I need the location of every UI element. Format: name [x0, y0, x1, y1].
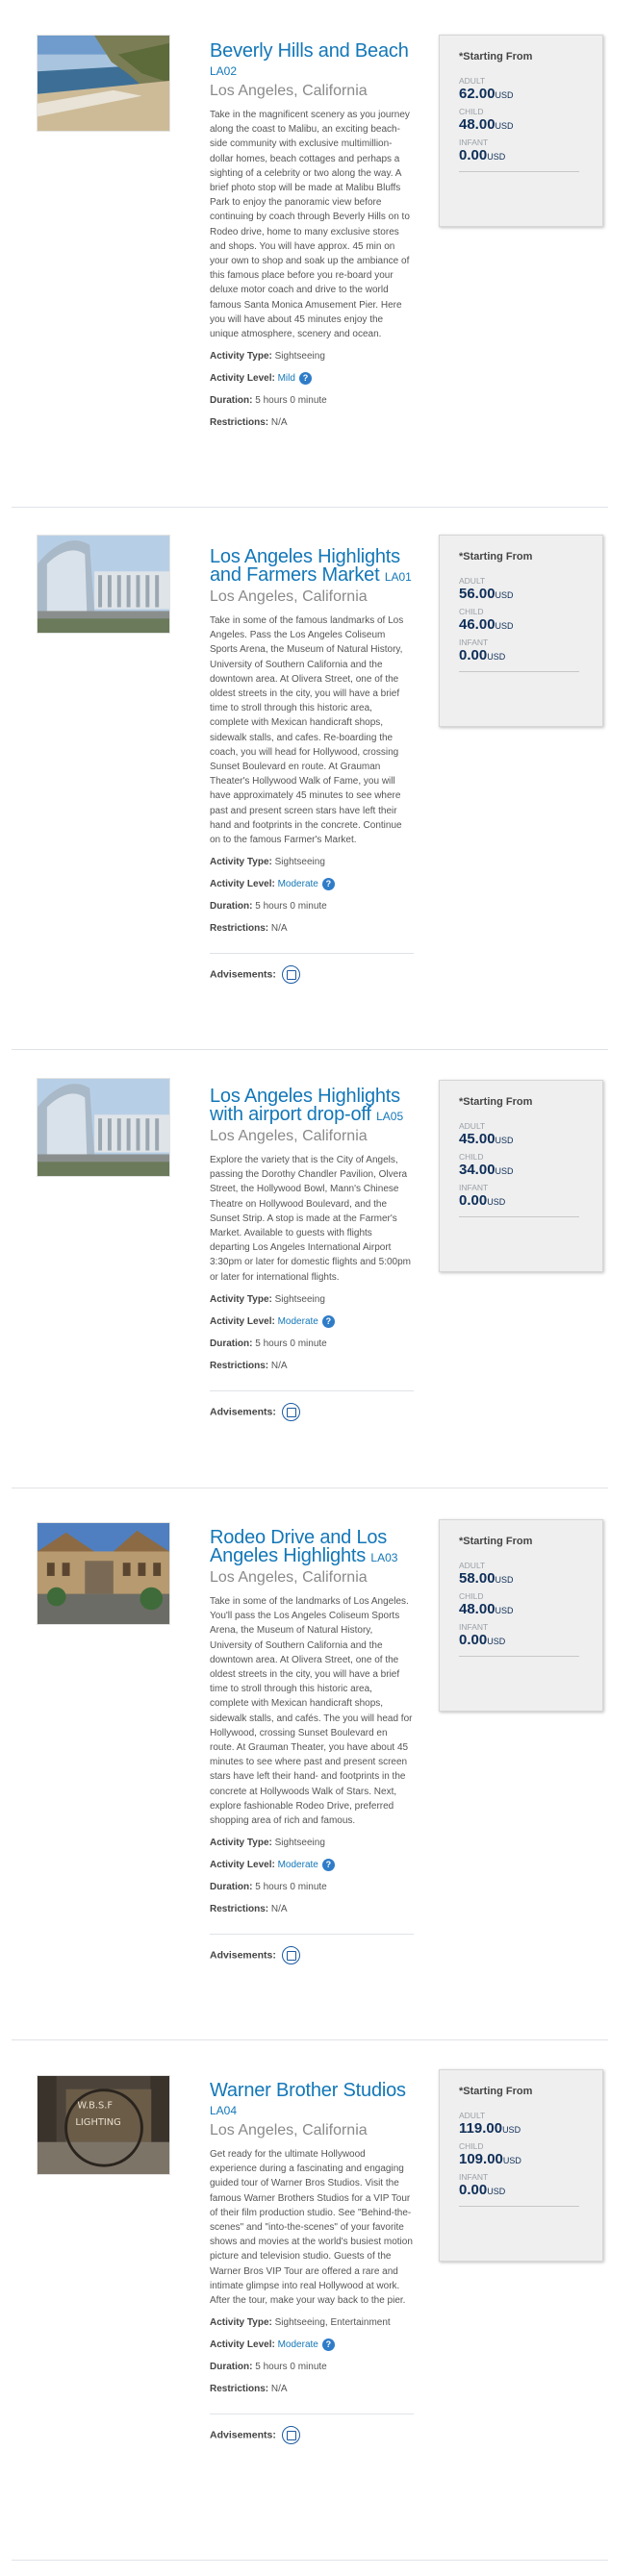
tour-code: LA04: [210, 2104, 238, 2117]
advisement-icon[interactable]: [282, 2426, 300, 2444]
tour-code: LA05: [376, 1110, 404, 1123]
infant-price: 0.00USD: [459, 2182, 506, 2198]
help-icon[interactable]: ?: [322, 1315, 335, 1328]
starting-from-label: *Starting From: [459, 1096, 533, 1108]
activity-level: Activity Level: Mild ?: [210, 372, 414, 386]
restrictions: Restrictions: N/A: [210, 2384, 288, 2395]
tour-thumbnail-beach[interactable]: [37, 35, 170, 132]
studio-sign-line1: W.B.S.F: [77, 2100, 114, 2112]
tour-info: [210, 2082, 414, 2444]
adult-price: 58.00USD: [459, 1570, 514, 1587]
advisement-icon[interactable]: [282, 965, 300, 984]
tour-thumbnail-rodeo-drive[interactable]: [37, 1522, 170, 1625]
activity-level: Activity Level: Moderate ?: [210, 1315, 414, 1329]
price-divider: [459, 1656, 579, 1657]
price-box: *Starting From ADULT 45.00USD CHILD 34.00USD INFANT 0.00USD: [439, 1080, 603, 1272]
tour-divider: [12, 2039, 608, 2040]
tour-description: Explore the variety that is the City of Angels, passing the Dorothy Chandler Pavilion, Olvera Street, the Hollywood Bowl, Mann's Chinese Theatre on Hollywood Boulevard, and the Sunset Strip. A stop is made at the Farmer's Market. Available to guests with flights departing Los Angeles International Airport 3:30pm or later for domestic flights and 5:00pm or later for international flights.: [210, 1155, 411, 1283]
tour-title[interactable]: Beverly Hills and Beach LA02: [210, 40, 409, 78]
duration: Duration: 5 hours 0 minute: [210, 2362, 327, 2373]
adult-price: 119.00USD: [459, 2120, 521, 2137]
duration: Duration: 5 hours 0 minute: [210, 901, 327, 913]
advisements: Advisements:: [210, 2413, 414, 2444]
child-price: 109.00USD: [459, 2151, 521, 2167]
help-icon[interactable]: ?: [322, 878, 335, 890]
infant-price: 0.00USD: [459, 647, 506, 663]
duration: Duration: 5 hours 0 minute: [210, 1882, 327, 1893]
tour-info: [210, 548, 414, 984]
activity-type: Activity Type: Sightseeing: [210, 351, 325, 363]
price-divider: [459, 671, 579, 672]
tour-divider: [12, 507, 608, 508]
activity-type: Activity Type: Sightseeing: [210, 1293, 325, 1305]
starting-from-label: *Starting From: [459, 2086, 533, 2097]
infant-price: 0.00USD: [459, 1632, 506, 1648]
duration: Duration: 5 hours 0 minute: [210, 395, 327, 407]
activity-level: Activity Level: Moderate ?: [210, 1859, 414, 1872]
adult-price: 45.00USD: [459, 1131, 514, 1147]
restrictions: Restrictions: N/A: [210, 923, 288, 935]
tour-code: LA02: [210, 64, 238, 78]
tour-info: [210, 42, 414, 430]
adult-price: 62.00USD: [459, 86, 514, 102]
tour-thumbnail-concert-hall[interactable]: [37, 1078, 170, 1177]
tour-description: Get ready for the ultimate Hollywood experience during a fascinating and engaging guided tour of Warner Bros Studios. Visit the famous Warner Brothers Studios for a VIP Tour of their film production studio. See "Behind-the-scenes" and "into-the-scenes" of your favorite shows and movies at the world's busiest motion picture and television studio. Guests of the Warner Bros VIP Tour are offered a rare and intimate glimpse into real Hollywood at work. After the tour, make your way back to the pier.: [210, 2149, 413, 2307]
price-box: *Starting From ADULT 119.00USD CHILD 109.00USD INFANT 0.00USD: [439, 2069, 603, 2262]
child-price: 48.00USD: [459, 1601, 514, 1617]
price-divider: [459, 171, 579, 172]
starting-from-label: *Starting From: [459, 51, 533, 63]
tour-description: Take in some of the famous landmarks of Los Angeles. Pass the Los Angeles Coliseum Sports Arena, the Museum of Natural History, University of Southern California and the downtown area. At Olivera Street, one of the oldest streets in the city, you will have a brief time to stroll through this historic area, complete with Mexican handicraft shops, sidewalk stalls, and cafes. Re-boarding the coach, you will head for Hollywood, crossing Sunset Boulevard en route. At Grauman Theater's Hollywood Walk of Fame, you will have approximately 45 minutes to see where past and present screen stars have left their hand and footprints in the concrete. Continue on to the famous Farmer's Market.: [210, 615, 404, 846]
starting-from-label: *Starting From: [459, 1536, 533, 1547]
price-divider: [459, 2206, 579, 2207]
tour-title[interactable]: Warner Brother Studios LA04: [210, 2080, 406, 2117]
tour-description: Take in the magnificent scenery as you journey along the coast to Malibu, an exciting beach-side community with exclusive multimillion-dollar homes, beach cottages and perhaps a sighting of a celebrity or two along the way. A brief photo stop will be made at Malibu Bluffs Park to enjoy the panoramic view before continuing by coach through Beverly Hills on to Rodeo drive, home to many exclusive stores and shops. You will have approx. 45 min on your own to shop and soak up the ambiance of this famous place before you re-board your deluxe motor coach and drive to the world famous Santa Monica Amusement Pier. Here you will have about 45 minutes enjoy the unique atmosphere, scenery and ocean.: [210, 110, 410, 340]
price-box: *Starting From ADULT 56.00USD CHILD 46.00USD INFANT 0.00USD: [439, 535, 603, 727]
starting-from-label: *Starting From: [459, 551, 533, 563]
tour-location: Los Angeles, California: [210, 588, 368, 605]
restrictions: Restrictions: N/A: [210, 1904, 288, 1915]
help-icon[interactable]: ?: [322, 1859, 335, 1871]
advisements: Advisements:: [210, 1390, 414, 1421]
child-price: 34.00USD: [459, 1162, 514, 1178]
activity-level: Activity Level: Moderate ?: [210, 2338, 414, 2352]
tour-thumbnail-concert-hall[interactable]: [37, 535, 170, 634]
price-divider: [459, 1216, 579, 1217]
tour-title[interactable]: Rodeo Drive and Los Angeles Highlights LA03: [210, 1527, 398, 1566]
tour-divider: [12, 2560, 608, 2561]
restrictions: Restrictions: N/A: [210, 1360, 288, 1371]
advisement-icon[interactable]: [282, 1403, 300, 1421]
activity-type: Activity Type: Sightseeing: [210, 1838, 325, 1849]
infant-price: 0.00USD: [459, 1192, 506, 1209]
advisement-icon[interactable]: [282, 1946, 300, 1964]
tour-location: Los Angeles, California: [210, 83, 368, 99]
tour-location: Los Angeles, California: [210, 1128, 368, 1144]
studio-sign-line2: LIGHTING: [75, 2117, 121, 2128]
infant-price: 0.00USD: [459, 147, 506, 163]
activity-type: Activity Type: Sightseeing, Entertainment: [210, 2317, 391, 2329]
tour-location: Los Angeles, California: [210, 1569, 368, 1586]
adult-price: 56.00USD: [459, 586, 514, 602]
tour-info: [210, 1088, 414, 1421]
activity-type: Activity Type: Sightseeing: [210, 857, 325, 868]
tour-thumbnail-studio-sign[interactable]: [37, 2075, 170, 2175]
price-box: *Starting From ADULT 58.00USD CHILD 48.00USD INFANT 0.00USD: [439, 1519, 603, 1712]
duration: Duration: 5 hours 0 minute: [210, 1338, 327, 1349]
advisements: Advisements:: [210, 953, 414, 984]
price-box: *Starting From ADULT 62.00USD CHILD 48.00USD INFANT 0.00USD: [439, 35, 603, 227]
child-price: 48.00USD: [459, 116, 514, 133]
child-price: 46.00USD: [459, 616, 514, 633]
help-icon[interactable]: ?: [299, 372, 312, 385]
restrictions: Restrictions: N/A: [210, 417, 288, 429]
tour-title[interactable]: Los Angeles Highlights and Farmers Market LA01: [210, 546, 412, 586]
advisements: Advisements:: [210, 1934, 414, 1964]
activity-level: Activity Level: Moderate ?: [210, 878, 414, 891]
tour-divider: [12, 1049, 608, 1050]
help-icon[interactable]: ?: [322, 2338, 335, 2351]
tour-code: LA03: [370, 1551, 398, 1564]
tour-code: LA01: [384, 570, 412, 584]
tour-title[interactable]: Los Angeles Highlights with airport drop-off LA05: [210, 1086, 404, 1125]
tour-description: Take in some of the landmarks of Los Angeles. You'll pass the Los Angeles Coliseum Sports Arena, the Museum of Natural History, University of Southern California and the downtown area. At Olivera Street, one of the oldest streets in the city, you will have a brief time to stroll through this historic area, complete with Mexican handicraft shops, sidewalk stalls, and cafés. The you will head for Hollywood, crossing Sunset Boulevard en route. At Grauman Theater, you have about 45 minutes to see where past and present screen stars have left their hand- and footprints in the concrete at Hollywoods Walk of Stars. Next, explore fashionable Rodeo Drive, preferred shopping area of rich and famous.: [210, 1596, 413, 1827]
tour-info: [210, 1529, 414, 1964]
tour-location: Los Angeles, California: [210, 2122, 368, 2138]
